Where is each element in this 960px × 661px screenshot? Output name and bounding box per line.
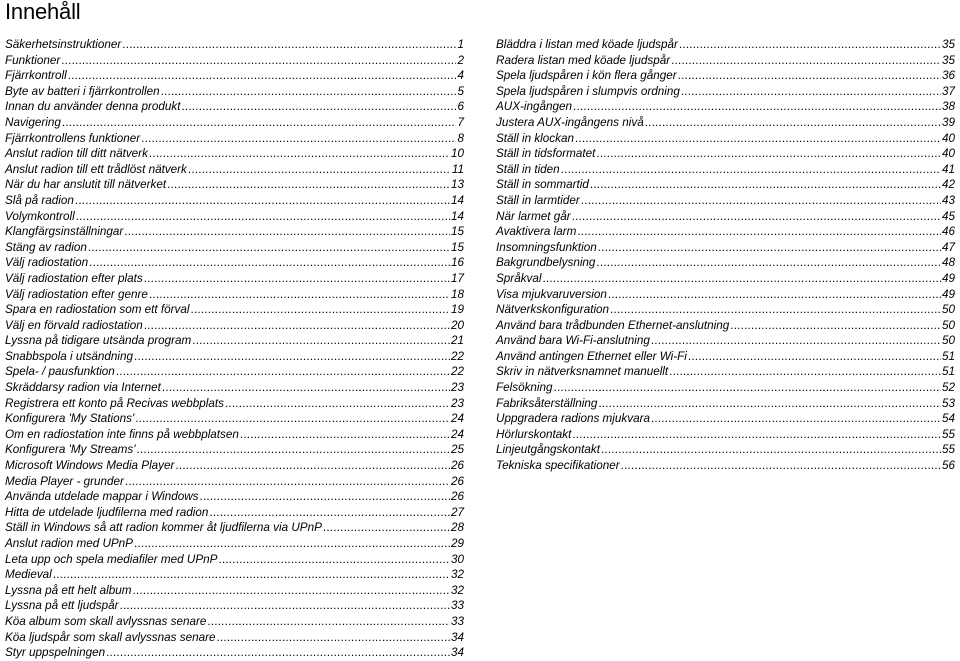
toc-entry-label: Medieval	[5, 568, 52, 582]
toc-dot-leader	[651, 333, 941, 349]
toc-entry[interactable]	[496, 271, 955, 287]
toc-page-number: 15	[450, 240, 464, 254]
toc-entry[interactable]	[5, 115, 464, 131]
toc-entry-label: Skriv in nätverksnamnet manuellt	[496, 365, 669, 379]
toc-entry[interactable]	[5, 302, 464, 318]
toc-entry-label: Spela- / pausfunktion	[5, 365, 115, 379]
toc-entry-label: Anslut radion till ett trådlöst nätverk	[5, 162, 187, 176]
toc-page-number: 45	[941, 209, 955, 223]
toc-entry-label: Välj radiostation efter plats	[5, 271, 143, 285]
toc-entry-label: Fjärrkontroll	[5, 69, 67, 83]
toc-dot-leader	[678, 68, 941, 84]
toc-entry-label: Microsoft Windows Media Player	[5, 459, 175, 473]
toc-entry-label: Spara en radiostation som ett förval	[5, 303, 190, 317]
toc-dot-leader	[554, 380, 941, 396]
toc-dot-leader	[125, 474, 450, 490]
toc-entry[interactable]	[5, 146, 464, 162]
toc-page-number: 54	[941, 412, 955, 426]
toc-entry[interactable]	[5, 396, 464, 412]
toc-page-number: 38	[941, 100, 955, 114]
toc-page-number: 34	[450, 646, 464, 660]
toc-entry[interactable]	[496, 115, 955, 131]
toc-entry-label: Insomningsfunktion	[496, 240, 597, 254]
toc-entry-label: AUX-ingången	[496, 100, 573, 114]
toc-page-number: 10	[450, 147, 464, 161]
toc-entry[interactable]	[5, 84, 464, 100]
toc-page-number: 37	[941, 84, 955, 98]
toc-dot-leader	[75, 193, 450, 209]
toc-page-number: 32	[450, 568, 464, 582]
toc-dot-leader	[218, 552, 450, 568]
toc-page-number: 4	[457, 69, 464, 83]
toc-page-number: 29	[450, 537, 464, 550]
toc-left-column	[5, 37, 464, 661]
toc-entry-label: Felsökning	[496, 381, 553, 395]
toc-entry-label: Funktioner	[5, 53, 61, 67]
toc-page-number: 41	[941, 162, 955, 176]
toc-page-number: 14	[450, 193, 464, 207]
toc-page-number: 11	[451, 162, 464, 176]
toc-page-number: 48	[941, 256, 955, 270]
toc-entry[interactable]	[5, 630, 464, 646]
toc-entry-label: Justera AUX-ingångens nivå	[496, 115, 644, 129]
toc-entry-label: Köa album som skall avlyssnas senare	[5, 614, 207, 628]
toc-entry[interactable]	[5, 255, 464, 271]
toc-entry[interactable]	[5, 442, 464, 458]
toc-page-number: 24	[450, 412, 464, 426]
toc-entry[interactable]	[5, 458, 464, 474]
toc-page-number: 35	[941, 53, 955, 67]
toc-entry-label: Hörlurskontakt	[496, 427, 572, 441]
toc-page-number: 55	[941, 427, 955, 441]
toc-entry[interactable]	[496, 396, 955, 412]
toc-entry-label: Uppgradera radions mjukvara	[496, 412, 650, 426]
toc-dot-leader	[144, 318, 450, 334]
toc-page-number: 21	[450, 334, 464, 348]
toc-dot-leader	[596, 255, 941, 271]
toc-dot-leader	[89, 255, 450, 271]
toc-entry-label: Snabbspola i utsändning	[5, 349, 134, 363]
toc-page-number: 56	[941, 459, 955, 473]
toc-dot-leader	[669, 364, 941, 380]
toc-entry[interactable]	[5, 68, 464, 84]
toc-page-number: 26	[450, 474, 464, 488]
toc-page-number: 30	[450, 552, 464, 566]
toc-page-number: 20	[450, 318, 464, 332]
toc-dot-leader	[590, 177, 941, 193]
toc-dot-leader	[225, 396, 450, 412]
toc-dot-leader	[106, 645, 450, 661]
toc-dot-leader	[207, 614, 450, 630]
toc-dot-leader	[601, 442, 941, 458]
toc-page-number: 33	[450, 614, 464, 628]
toc-page-number: 52	[941, 381, 955, 395]
toc-page-number: 55	[941, 443, 955, 457]
toc-dot-leader	[188, 162, 451, 178]
toc-entry[interactable]	[496, 333, 955, 349]
toc-entry-label: Ställ in tiden	[496, 162, 560, 176]
toc-entry-label: Konfigurera 'My Streams'	[5, 443, 136, 457]
toc-dot-leader	[167, 177, 450, 193]
toc-entry[interactable]	[5, 53, 464, 69]
toc-dot-leader	[598, 240, 941, 256]
toc-entry[interactable]	[496, 53, 955, 69]
toc-page-number: 5	[457, 84, 464, 98]
toc-page-number: 15	[450, 225, 464, 239]
toc-page-number: 14	[450, 209, 464, 223]
toc-entry-label: Spela ljudspåren i slumpvis ordning	[496, 84, 680, 98]
toc-entry-label: Ställ in klockan	[496, 131, 574, 145]
toc-entry-label: Välj radiostation	[5, 256, 89, 270]
toc-dot-leader	[561, 162, 941, 178]
toc-dot-leader	[149, 146, 450, 162]
toc-entry[interactable]	[496, 209, 955, 225]
toc-page-number: 50	[941, 303, 955, 317]
toc-entry[interactable]	[5, 240, 464, 256]
toc-page-number: 13	[450, 178, 464, 192]
toc-dot-leader	[573, 99, 941, 115]
toc-dot-leader	[53, 567, 450, 583]
toc-dot-leader	[68, 68, 457, 84]
toc-entry[interactable]	[5, 614, 464, 630]
toc-page-number: 7	[457, 115, 464, 129]
toc-dot-leader	[116, 364, 450, 380]
toc-entry-label: Leta upp och spela mediafiler med UPnP	[5, 552, 218, 566]
toc-entry[interactable]	[496, 240, 955, 256]
toc-entry[interactable]	[5, 598, 464, 614]
toc-entry[interactable]	[496, 349, 955, 365]
toc-entry-label: Lyssna på tidigare utsända program	[5, 334, 192, 348]
toc-entry[interactable]	[5, 583, 464, 599]
toc-page-number: 40	[941, 147, 955, 161]
toc-dot-leader	[135, 411, 450, 427]
toc-entry-label: Visa mjukvaruversion	[496, 287, 607, 301]
toc-dot-leader	[679, 37, 941, 53]
toc-entry-label: Spela ljudspåren i kön flera gånger	[496, 69, 677, 83]
toc-entry-label: Bakgrundbelysning	[496, 256, 596, 270]
toc-entry[interactable]	[5, 99, 464, 115]
toc-entry-label: Media Player - grunder	[5, 474, 124, 488]
page-title: Innehåll	[5, 0, 81, 24]
toc-dot-leader	[132, 583, 450, 599]
toc-dot-leader	[61, 53, 456, 69]
toc-entry[interactable]	[496, 318, 955, 334]
toc-page-number: 50	[941, 334, 955, 348]
toc-entry-label: Fabriksåterställning	[496, 396, 598, 410]
toc-dot-leader	[120, 598, 450, 614]
toc-page-number: 46	[941, 225, 955, 239]
toc-entry[interactable]	[496, 411, 955, 427]
toc-page-number: 26	[450, 490, 464, 504]
toc-page-number: 23	[450, 396, 464, 410]
toc-entry[interactable]	[496, 287, 955, 303]
toc-page-number: 6	[457, 100, 464, 114]
toc-entry-label: Linjeutgångskontakt	[496, 443, 600, 457]
toc-entry[interactable]	[496, 224, 955, 240]
toc-entry[interactable]	[496, 193, 955, 209]
toc-entry[interactable]	[5, 349, 464, 365]
toc-entry-label: Fjärrkontrollens funktioner	[5, 131, 141, 145]
toc-page-number: 51	[941, 349, 955, 363]
toc-entry[interactable]	[496, 84, 955, 100]
toc-page-number: 25	[450, 443, 464, 457]
toc-page-number: 36	[941, 69, 955, 83]
toc-entry[interactable]	[5, 364, 464, 380]
toc-entry-label: Innan du använder denna produkt	[5, 100, 181, 114]
toc-entry-label: Byte av batteri i fjärrkontrollen	[5, 84, 160, 98]
toc-entry[interactable]	[5, 162, 464, 178]
toc-page-number: 51	[941, 365, 955, 379]
toc-entry-label: När larmet går	[496, 209, 571, 223]
toc-entry[interactable]	[5, 427, 464, 443]
toc-entry[interactable]	[496, 442, 955, 458]
toc-entry[interactable]	[5, 489, 464, 505]
toc-entry[interactable]	[5, 505, 464, 521]
toc-page-number: 1	[457, 38, 464, 51]
toc-entry[interactable]	[5, 536, 464, 552]
toc-dot-leader	[175, 458, 450, 474]
toc-page-number: 34	[450, 630, 464, 644]
toc-page-number: 28	[450, 521, 464, 535]
toc-page-number: 49	[941, 287, 955, 301]
toc-dot-leader	[62, 115, 457, 131]
toc-entry[interactable]	[496, 146, 955, 162]
toc-dot-leader	[161, 84, 457, 100]
toc-dot-leader	[76, 209, 450, 225]
toc-entry[interactable]	[496, 364, 955, 380]
toc-page-number: 53	[941, 396, 955, 410]
toc-entry-label: Ställ in tidsformatet	[496, 147, 596, 161]
toc-dot-leader	[149, 287, 450, 303]
toc-dot-leader	[572, 427, 941, 443]
toc-entry[interactable]	[5, 177, 464, 193]
toc-page-number: 42	[941, 178, 955, 192]
toc-dot-leader	[581, 193, 941, 209]
toc-entry-label: Stäng av radion	[5, 240, 87, 254]
toc-entry-label: Ställ in Windows så att radion kommer åt ljudfilerna via UPnP	[5, 521, 322, 535]
toc-page-number: 22	[450, 349, 464, 363]
toc-entry-label: Konfigurera 'My Stations'	[5, 412, 135, 426]
toc-dot-leader	[141, 131, 456, 147]
toc-entry[interactable]	[5, 193, 464, 209]
toc-page-number: 47	[941, 240, 955, 254]
toc-dot-leader	[577, 224, 941, 240]
toc-dot-leader	[191, 302, 450, 318]
toc-dot-leader	[200, 489, 450, 505]
toc-page-number: 33	[450, 599, 464, 613]
toc-dot-leader	[596, 146, 941, 162]
toc-entry-label: Säkerhetsinstruktioner	[5, 38, 122, 51]
toc-dot-leader	[124, 224, 450, 240]
toc-entry-label: Tekniska specifikationer	[496, 459, 620, 473]
toc-page-number: 2	[457, 53, 464, 67]
toc-entry[interactable]	[496, 380, 955, 396]
toc-entry-label: Om en radiostation inte finns på webbplatsen	[5, 427, 239, 441]
toc-page-number: 8	[457, 131, 464, 145]
toc-entry[interactable]	[5, 131, 464, 147]
toc-entry[interactable]	[5, 224, 464, 240]
toc-entry-label: Skräddarsy radion via Internet	[5, 381, 161, 395]
toc-dot-leader	[181, 99, 456, 115]
toc-dot-leader	[575, 131, 941, 147]
toc-entry-label: Använd bara Wi-Fi-anslutning	[496, 334, 650, 348]
toc-dot-leader	[134, 536, 450, 552]
toc-dot-leader	[730, 318, 941, 334]
toc-page-number: 22	[450, 365, 464, 379]
toc-entry[interactable]	[496, 458, 955, 474]
toc-dot-leader	[216, 630, 450, 646]
toc-entry-label: Navigering	[5, 115, 61, 129]
toc-dot-leader	[598, 396, 941, 412]
toc-entry[interactable]	[5, 567, 464, 583]
toc-entry[interactable]	[496, 177, 955, 193]
toc-page-number: 39	[941, 115, 955, 129]
toc-entry-label: Styr uppspelningen	[5, 646, 106, 660]
toc-entry[interactable]	[5, 333, 464, 349]
toc-entry[interactable]	[496, 68, 955, 84]
toc-dot-leader	[621, 458, 941, 474]
toc-dot-leader	[671, 53, 941, 69]
toc-entry-label: Bläddra i listan med köade ljudspår	[496, 38, 678, 51]
toc-dot-leader	[240, 427, 450, 443]
toc-entry-label: Klangfärgsinställningar	[5, 225, 124, 239]
toc-entry-label: Slå på radion	[5, 193, 74, 207]
toc-entry-label: Avaktivera larm	[496, 225, 577, 239]
toc-entry-label: Välj en förvald radiostation	[5, 318, 143, 332]
toc-entry-label: Ställ in larmtider	[496, 193, 580, 207]
toc-page-number: 40	[941, 131, 955, 145]
toc-entry-label: Lyssna på ett ljudspår	[5, 599, 119, 613]
toc-dot-leader	[122, 37, 456, 53]
toc-page-number: 50	[941, 318, 955, 332]
toc-dot-leader	[645, 115, 941, 131]
toc-page-number: 18	[450, 287, 464, 301]
toc-page-number: 24	[450, 427, 464, 441]
toc-page-number: 26	[450, 459, 464, 473]
toc-entry[interactable]	[496, 255, 955, 271]
toc-page-number: 23	[450, 381, 464, 395]
toc-page-number: 49	[941, 271, 955, 285]
toc-dot-leader	[88, 240, 450, 256]
toc-entry-label: Ställ in sommartid	[496, 178, 589, 192]
toc-entry[interactable]	[496, 302, 955, 318]
toc-dot-leader	[688, 349, 941, 365]
toc-page-number: 19	[450, 303, 464, 317]
toc-entry[interactable]	[496, 162, 955, 178]
toc-entry-label: Använd antingen Ethernet eller Wi-Fi	[496, 349, 687, 363]
toc-entry[interactable]	[5, 645, 464, 661]
toc-page-number: 17	[450, 271, 464, 285]
toc-entry[interactable]	[5, 380, 464, 396]
toc-dot-leader	[162, 380, 450, 396]
toc-entry[interactable]	[496, 99, 955, 115]
toc-entry[interactable]	[5, 520, 464, 536]
toc-dot-leader	[608, 287, 941, 303]
toc-entry[interactable]	[496, 37, 955, 53]
toc-entry[interactable]	[5, 37, 464, 53]
toc-entry-label: Nätverkskonfiguration	[496, 303, 610, 317]
toc-entry[interactable]	[5, 552, 464, 568]
toc-page-number: 16	[450, 256, 464, 270]
toc-entry-label: Volymkontroll	[5, 209, 75, 223]
toc-dot-leader	[144, 271, 450, 287]
toc-entry-label: Använda utdelade mappar i Windows	[5, 490, 199, 504]
toc-entry-label: När du har anslutit till nätverket	[5, 178, 167, 192]
toc-dot-leader	[134, 349, 450, 365]
toc-dot-leader	[681, 84, 941, 100]
toc-entry[interactable]	[496, 131, 955, 147]
toc-dot-leader	[136, 442, 450, 458]
toc-entry-label: Språkval	[496, 271, 542, 285]
toc-entry-label: Radera listan med köade ljudspår	[496, 53, 671, 67]
toc-dot-leader	[323, 520, 450, 536]
toc-dot-leader	[542, 271, 941, 287]
toc-entry-label: Registrera ett konto på Recivas webbplats	[5, 396, 224, 410]
toc-entry[interactable]	[5, 474, 464, 490]
toc-entry-label: Välj radiostation efter genre	[5, 287, 148, 301]
toc-page-number: 43	[941, 193, 955, 207]
toc-page-number: 27	[450, 505, 464, 519]
toc-dot-leader	[209, 505, 450, 521]
toc-entry-label: Anslut radion med UPnP	[5, 537, 133, 550]
toc-entry[interactable]	[496, 427, 955, 443]
toc-entry-label: Använd bara trådbunden Ethernet-anslutning	[496, 318, 730, 332]
toc-dot-leader	[572, 209, 941, 225]
toc-entry-label: Lyssna på ett helt album	[5, 583, 132, 597]
toc-entry-label: Köa ljudspår som skall avlyssnas senare	[5, 630, 216, 644]
toc-dot-leader	[651, 411, 941, 427]
toc-entry-label: Anslut radion till ditt nätverk	[5, 147, 148, 161]
toc-dot-leader	[610, 302, 941, 318]
toc-dot-leader	[192, 333, 450, 349]
toc-entry[interactable]	[5, 318, 464, 334]
toc-entry[interactable]	[5, 287, 464, 303]
toc-entry[interactable]	[5, 411, 464, 427]
toc-entry-label: Hitta de utdelade ljudfilerna med radion	[5, 505, 209, 519]
toc-entry[interactable]	[5, 209, 464, 225]
toc-right-column	[496, 37, 955, 474]
toc-page-number: 35	[941, 38, 955, 51]
toc-entry[interactable]	[5, 271, 464, 287]
toc-page-number: 32	[450, 583, 464, 597]
